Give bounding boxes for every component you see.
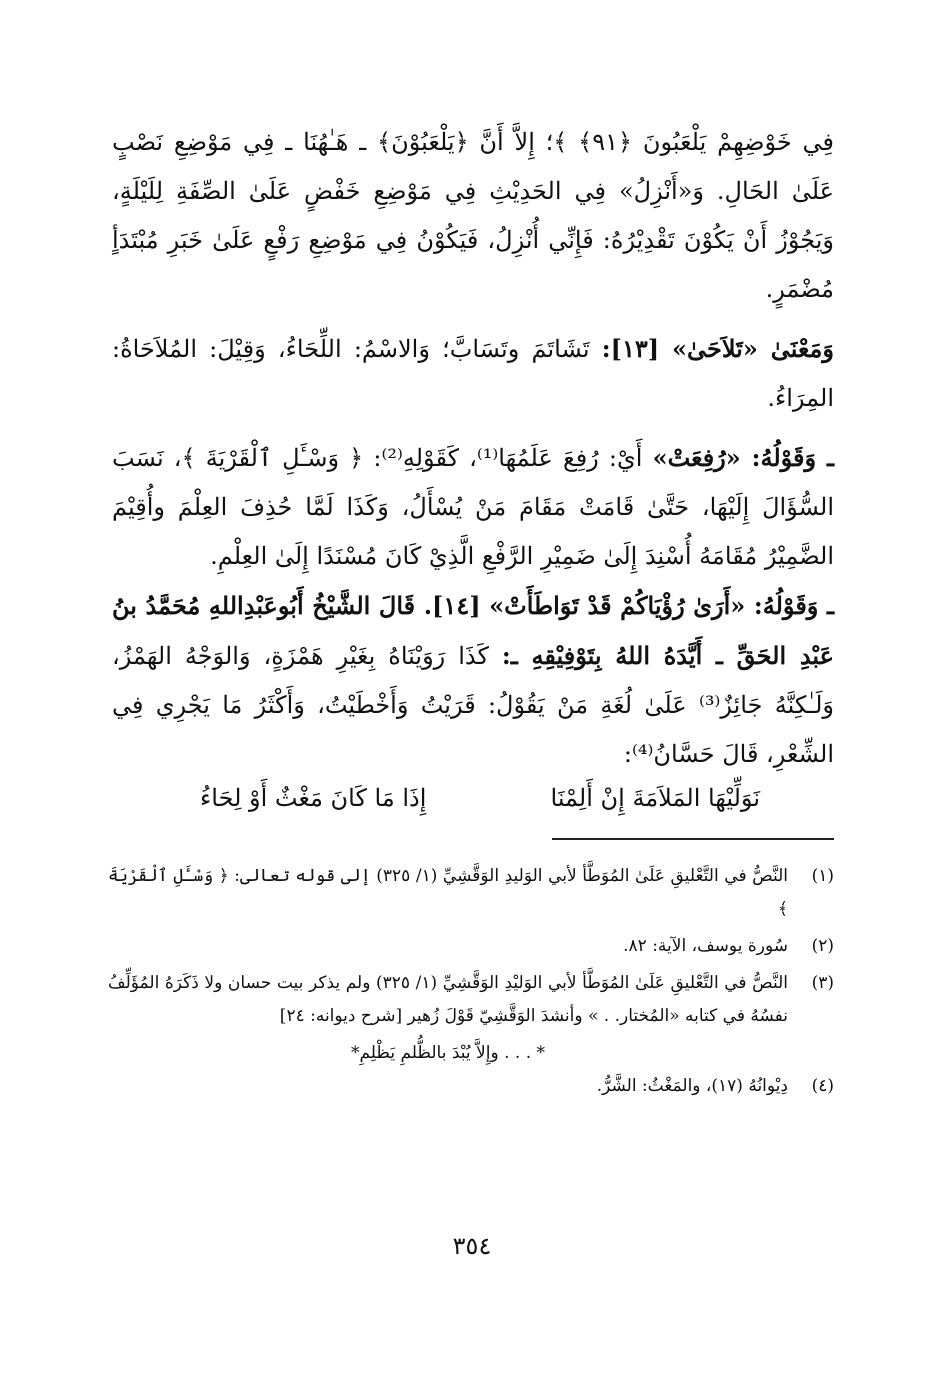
paragraph-3-text: أَيْ: رُفِعَ عَلَمُهَا⁽¹⁾، كَقَوْلِهِ⁽²⁾: ﴿ وَسْـَٔلِ ٱلْقَرْيَةَ ﴾، نَسَبَ السُّؤَالَ إِلَيْهَا، حَتَّىٰ قَامَتْ مَقَامَ مَنْ يُسْأَلُ، وَكَذَا لَمَّا حُذِفَ العِلْمَ وأُقِيْمَ الضَّمِيْرُ مُقَامَهُ أُسْنِدَ إِلَىٰ ضَمِيْرِ الرَّفْعِ الَّذِيْ كَانَ مُسْنَدًا إِلَىٰ العِلْمِ. bbox=[112, 444, 834, 570]
paragraph-4-text: كَذَا رَوَيْنَاهُ بِغَيْرِ هَمْزَةٍ، وَالوَجْهُ الهَمْزُ، وَلَـٰكِنَّهُ جَائِزٌ⁽³⁾ عَلَىٰ لُغَةِ مَنْ يَقُوْلُ: قَرَيْتُ وَأَخْطَيْتُ، وَأَكْثَرُ مَا يَجْرِي فِي الشِّعْرِ، قَالَ حَسَّانُ⁽⁴⁾: bbox=[112, 642, 835, 768]
footnote-number: (٤) bbox=[811, 1076, 834, 1096]
footnote-3-verse: * . . . وإِلاَّ يُبْدَ بالظُّلمِ يَظْلِمِ* bbox=[350, 1043, 546, 1063]
paragraph-3-lead: ـ وَقَوْلُهُ: «رُفِعَتْ» bbox=[652, 443, 835, 472]
paragraph-2 bbox=[112, 324, 834, 423]
paragraph-1: فِي خَوْضِهِمْ يَلْعَبُونَ ﴿٩١﴾ ﴾؛ إِلاَّ أَنَّ ﴿يَلْعَبُوْنَ﴾ ـ هَـٰهُنَا ـ فِي مَوْضِعِ نَصْبٍ عَلَىٰ الحَالِ. وَ«أَنْزِلُ» فِي الحَدِيْثِ فِي مَوْضِعِ خَفْضٍ عَلَىٰ الصِّفَةِ لِلَيْلَةٍ، وَيَجُوْزُ أَنْ يَكُوْنَ تَقْدِيْرُهُ: فَإِنِّي أُنْزِلُ، فَيَكُوْنُ فِي مَوْضِعِ رَفْعٍ عَلَىٰ خَبَرِ مُبْتَدَأٍ مُضْمَرٍ. bbox=[112, 128, 835, 303]
footnote-number: (٣) bbox=[811, 973, 834, 993]
verse-first-hemistich: نَوَلِّيْهَا المَلاَمَةَ إِنْ أَلِمْنَا bbox=[550, 784, 760, 812]
footnote-number: (٢) bbox=[811, 936, 834, 956]
paragraph-2-lead: وَمَعْنَىٰ «تَلاَحَىٰ» [١٣]: bbox=[601, 334, 834, 363]
footnote-1 bbox=[108, 860, 834, 926]
footnote-2 bbox=[108, 930, 834, 963]
paragraph-2-text: تَشَاتَمَ وتَسَابَّ؛ وَالاسْمُ: اللِّحَاءُ، وَقِيْلَ: المُلاَحَاةُ: المِرَاءُ. bbox=[112, 335, 834, 412]
paragraph-4-lead: ـ وَقَوْلُهُ: «أَرَىٰ رُؤْيَاكُمْ قَدْ تَوَاطَأَتْ» [١٤]. قَالَ الشَّيْخُ أَبُوعَبْدِاللهِ مُحَمَّدُ بنُ عَبْدِ الحَقِّ ـ أَيَّدَهُ اللهُ بِتَوْفِيْقِهِ ـ: bbox=[112, 591, 834, 670]
paragraph-4 bbox=[112, 581, 834, 779]
footnote-text: سُورة يوسف، الآية: ٨٢. bbox=[623, 936, 788, 956]
footnote-number: (١) bbox=[811, 866, 834, 886]
footnote-text: النَّصُّ في التَّعْليقِ عَلَىٰ المُوَطَّأ لأبي الوَليدِ الوَقَّشِيِّ (١/ ٣٢٥) إلى قوله تعالى: ﴿ وَسْـَٔلِ ٱلْقَرْيَةَ ﴾ bbox=[108, 866, 788, 919]
paragraph-3 bbox=[112, 433, 834, 581]
footnote-4 bbox=[108, 1070, 834, 1103]
footnote-text: دِيْوانُهُ (١٧)، والمَغْثُ: الشَّرُّ. bbox=[596, 1076, 788, 1096]
footnote-3 bbox=[108, 967, 834, 1033]
footnotes bbox=[108, 860, 834, 1107]
main-text bbox=[112, 118, 834, 779]
footnote-separator bbox=[552, 838, 834, 840]
page-number: ٣٥٤ bbox=[452, 1232, 492, 1260]
poetry-verse bbox=[200, 778, 760, 818]
footnote-text: النَّصُّ في التَّعْليقِ عَلَىٰ المُوَطَّأ لأبي الوَليْدِ الوَقَّشِيِّ (١/ ٣٢٥) ولم يذكر بيت حسان ولا ذَكَرَهُ المُؤَلِّفُ نفسُهُ في كتابه «المُختار. . » وأنشدَ الوَقَّشِيّ قَوْلَ زُهير [شرح ديوانه: ٢٤] bbox=[108, 973, 789, 1026]
verse-second-hemistich: إِذَا مَا كَانَ مَغْثٌ أَوْ لِحَاءُ bbox=[200, 784, 427, 812]
